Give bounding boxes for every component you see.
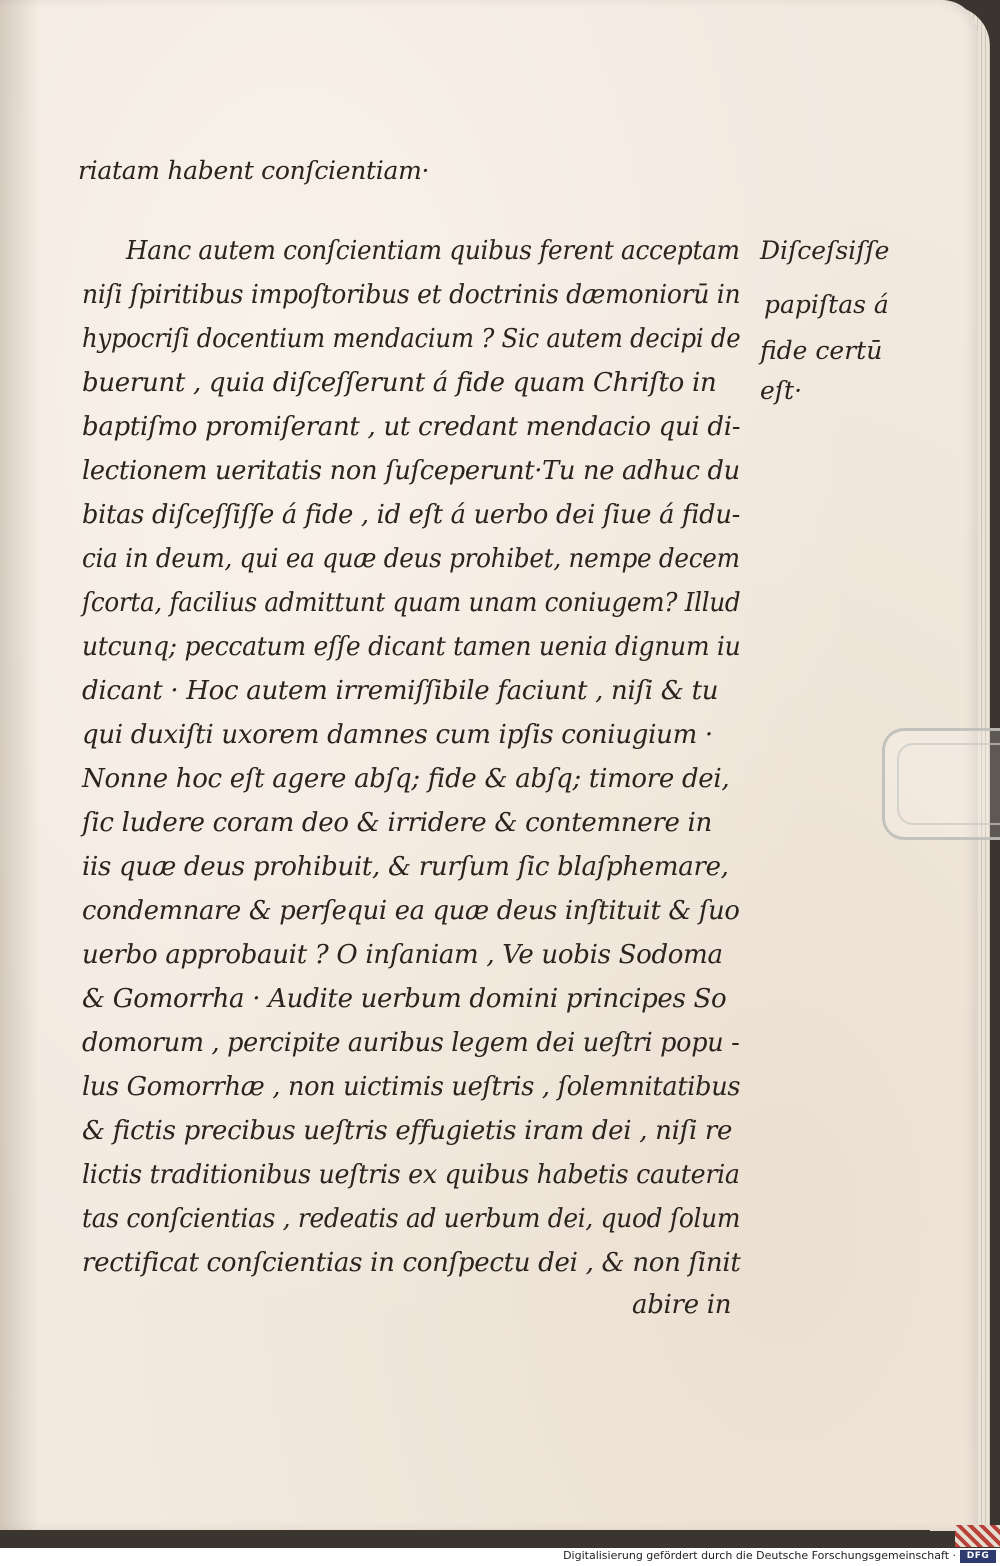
body-line-20: lus Gomorrhæ , non uictimis ueſtris , ſolemnitatibus <box>82 1072 741 1102</box>
body-line-23: tas conſcientias , redeatis ad uerbum dei, quod ſolum <box>82 1204 741 1234</box>
body-line-2: niſi ſpiritibus impoſtoribus et doctrinis dæmoniorū in <box>82 280 741 310</box>
body-line-7: bitas diſceſſiſſe á fide , id eſt á uerbo dei ſiue á fidu- <box>82 500 740 530</box>
body-line-13: Nonne hoc eſt agere abſq; fide & abſq; timore dei, <box>82 764 730 794</box>
body-line-12: qui duxiſti uxorem damnes cum ipſis coniugium · <box>82 720 713 750</box>
body-line-21: & fictis precibus ueſtris effugietis iram dei , niſi re <box>82 1116 733 1146</box>
margin-note-line-1: Diſceſsiſſe <box>760 236 890 265</box>
body-line-10: utcunq; peccatum eſſe dicant tamen uenia dignum iu <box>82 632 741 662</box>
dfg-logo: DFG <box>960 1550 996 1563</box>
body-line-4: buerunt , quia diſceſſerunt á fide quam Chriſto in <box>82 368 717 398</box>
body-line-15: iis quæ deus prohibuit, & rurſum ſic blaſphemare, <box>82 852 729 882</box>
page-header-line: riatam habent conſcientiam· <box>78 156 430 185</box>
body-line-14: ſic ludere coram deo & irridere & contemnere in <box>82 808 712 838</box>
body-line-19: domorum , percipite auribus legem dei ueſtri popu - <box>82 1028 740 1058</box>
body-line-22: lictis traditionibus ueſtris ex quibus habetis cauteria <box>82 1160 740 1190</box>
body-line-3: hypocriſi docentium mendacium ? Sic autem decipi de <box>82 324 741 354</box>
body-line-1: Hanc autem conſcientiam quibus ferent acceptam <box>126 236 740 266</box>
body-line-9: ſcorta, facilius admittunt quam unam coniugem? Illud <box>82 588 741 618</box>
body-line-16: condemnare & perſequi ea quæ deus inſtituit & ſuo <box>82 896 740 926</box>
catchword: abire in <box>632 1290 732 1320</box>
body-line-6: lectionem ueritatis non ſuſceperunt·Tu ne adhuc du <box>82 456 740 486</box>
body-line-5: baptiſmo promiſerant , ut credant mendacio qui di- <box>82 412 741 442</box>
spine-shadow <box>0 0 40 1530</box>
body-line-24: rectificat conſcientias in conſpectu dei , & non ſinit <box>82 1248 741 1278</box>
margin-note-line-4: eſt· <box>760 376 803 405</box>
body-line-18: & Gomorrha · Audite uerbum domini principes So <box>82 984 727 1014</box>
footer-credit: Digitalisierung gefördert durch die Deutsche Forschungsgemeinschaft · <box>563 1549 956 1562</box>
bookmark-ribbon <box>955 1525 1000 1547</box>
page-clip <box>882 728 1000 840</box>
body-line-11: dicant · Hoc autem irremiſſibile faciunt , niſi & tu <box>82 676 719 706</box>
margin-note-line-3: fide certū <box>760 336 883 365</box>
body-line-17: uerbo approbauit ? O inſaniam , Ve uobis Sodoma <box>82 940 723 970</box>
body-line-8: cia in deum, qui ea quæ deus prohibet, nempe decem <box>82 544 740 574</box>
margin-note-line-2: papiſtas á <box>764 290 889 319</box>
page-clip-inner <box>897 743 1000 825</box>
